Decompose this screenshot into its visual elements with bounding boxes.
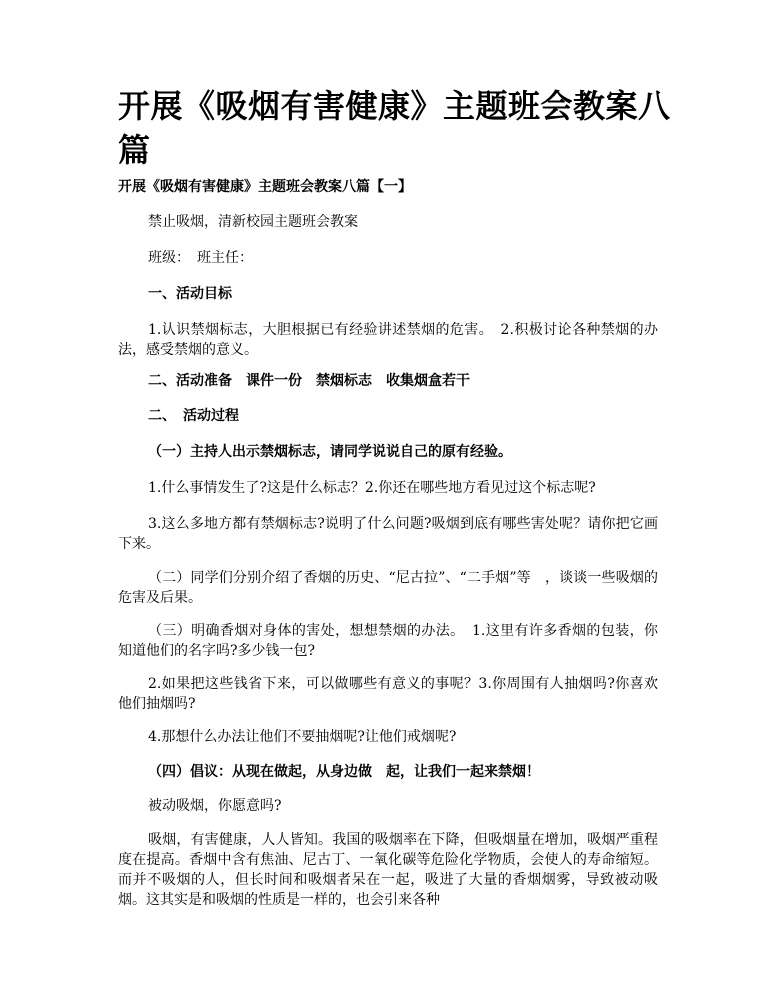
paragraph: 2.如果把这些钱省下来，可以做哪些有意义的事呢？3.你周围有人抽烟吗?你喜欢他们抽烟吗? bbox=[118, 676, 658, 712]
section-heading: （一）主持人出示禁烟标志，请同学说说自己的原有经验。 bbox=[148, 444, 512, 460]
section-heading: （四）倡议：从现在做起，从身边做 起，让我们一起来禁烟！ bbox=[148, 764, 540, 780]
paragraph: 禁止吸烟，清新校园主题班会教案 bbox=[148, 214, 358, 230]
paragraph: 被动吸烟，你愿意吗? bbox=[148, 798, 282, 814]
paragraph: 3.这么多地方都有禁烟标志?说明了什么问题?吸烟到底有哪些害处呢？请你把它画下来。 bbox=[118, 516, 658, 552]
section-heading: 二、 活动过程 bbox=[148, 408, 239, 424]
document-title: 开展《吸烟有害健康》主题班会教案八篇 bbox=[118, 87, 671, 169]
paragraph: 班级： 班主任： bbox=[148, 250, 253, 266]
paragraph: 1.什么事情发生了?这是什么标志？2.你还在哪些地方看见过这个标志呢? bbox=[148, 480, 596, 496]
section-heading: 开展《吸烟有害健康》主题班会教案八篇【一】 bbox=[118, 179, 412, 195]
paragraph: （二）同学们分别介绍了香烟的历史、“尼古拉”、“二手烟”等 ，谈谈一些吸烟的危害及后果。 bbox=[118, 570, 658, 606]
paragraph: （三）明确香烟对身体的害处，想想禁烟的办法。 1.这里有许多香烟的包装，你知道他们的名字吗?多少钱一包? bbox=[118, 623, 658, 659]
paragraph: 4.那想什么办法让他们不要抽烟呢?让他们戒烟呢? bbox=[148, 729, 457, 745]
section-heading: 二、活动准备 课件一份 禁烟标志 收集烟盒若干 bbox=[148, 373, 470, 389]
paragraph: 1.认识禁烟标志，大胆根据已有经验讲述禁烟的危害。 2.积极讨论各种禁烟的办法，感受禁烟的意义。 bbox=[118, 322, 658, 358]
paragraph: 吸烟，有害健康，人人皆知。我国的吸烟率在下降，但吸烟量在增加，吸烟严重程度在提高。香烟中含有焦油、尼古丁、一氧化碳等危险化学物质，会使人的寿命缩短。而并不吸烟的人，但长时间和吸烟者呆在一起，吸进了大量的香烟烟雾，导致被动吸烟。这其实是和吸烟的性质是一样的，也会引来各种 bbox=[118, 832, 658, 908]
section-heading: 一、活动目标 bbox=[148, 286, 232, 302]
